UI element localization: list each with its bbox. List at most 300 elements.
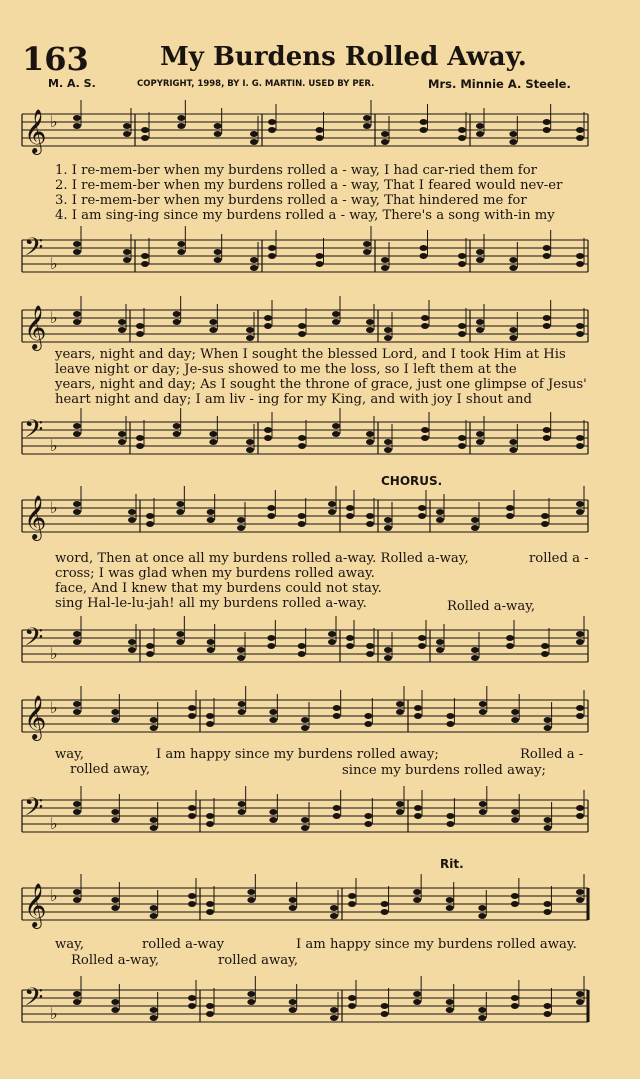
note-head: [188, 805, 196, 811]
lyrics-system-2: [55, 347, 587, 407]
note-head: [576, 509, 584, 515]
note-head: [576, 435, 584, 441]
note-head: [207, 639, 215, 645]
note-head: [188, 713, 196, 719]
note-head: [509, 257, 517, 263]
note-head: [543, 901, 551, 907]
note-head: [298, 331, 306, 337]
note-head: [576, 639, 584, 645]
note-head: [298, 643, 306, 649]
hymn-number: 163: [22, 40, 89, 78]
note-head: [298, 651, 306, 657]
note-head: [246, 447, 254, 453]
lyric-line: 2. I re-mem-ber when my burdens rolled a - way, That I feared would nev-er: [55, 178, 563, 193]
note-head: [298, 443, 306, 449]
note-head: [363, 115, 371, 121]
note-head: [476, 327, 484, 333]
note-head: [330, 1007, 338, 1013]
lyric-line: leave night or day; Je-sus showed to me the loss, so I left them at the: [55, 362, 517, 377]
bass-clef-icon: 𝄢: [24, 415, 44, 450]
lyric-echo-lower: Rolled a-way,: [447, 599, 536, 614]
note-head: [316, 127, 324, 133]
note-head: [413, 991, 421, 997]
note-head: [476, 439, 484, 445]
note-head: [141, 135, 149, 141]
note-head: [176, 639, 184, 645]
note-head: [298, 521, 306, 527]
ritardando-marker: Rit.: [440, 857, 464, 871]
note-head: [173, 311, 181, 317]
note-head: [509, 335, 517, 341]
note-head: [111, 709, 119, 715]
lyrics-system-3: [55, 551, 469, 611]
note-head: [414, 813, 422, 819]
note-head: [141, 127, 149, 133]
treble-staff-2: [0, 300, 640, 350]
note-head: [289, 905, 297, 911]
note-head: [381, 257, 389, 263]
note-head: [413, 999, 421, 1005]
note-head: [111, 817, 119, 823]
key-signature-flat-icon: ♭: [50, 308, 58, 327]
note-head: [298, 323, 306, 329]
note-head: [206, 821, 214, 827]
note-head: [328, 501, 336, 507]
note-head: [479, 801, 487, 807]
note-head: [509, 131, 517, 137]
note-head: [511, 817, 519, 823]
note-head: [118, 319, 126, 325]
note-head: [207, 517, 215, 523]
note-head: [128, 639, 136, 645]
note-head: [541, 643, 549, 649]
note-head: [384, 439, 392, 445]
note-head: [446, 1007, 454, 1013]
note-head: [420, 127, 428, 133]
note-head: [506, 643, 514, 649]
key-signature-flat-icon: ♭: [50, 436, 58, 455]
key-signature-flat-icon: ♭: [50, 254, 58, 273]
note-head: [150, 905, 158, 911]
note-head: [436, 509, 444, 515]
note-head: [206, 909, 214, 915]
copyright-notice: COPYRIGHT, 1998, BY I. G. MARTIN. USED BY PER.: [137, 79, 375, 89]
note-head: [511, 893, 519, 899]
note-head: [73, 241, 81, 247]
author-initials: M. A. S.: [48, 77, 96, 90]
lyric-line: sing Hal-le-lu-jah! all my burdens rolled a-way.: [55, 596, 367, 611]
note-head: [396, 709, 404, 715]
note-head: [384, 517, 392, 523]
note-head: [150, 717, 158, 723]
note-head: [476, 123, 484, 129]
note-head: [111, 897, 119, 903]
note-head: [237, 525, 245, 531]
note-head: [576, 897, 584, 903]
note-head: [214, 131, 222, 137]
note-head: [146, 513, 154, 519]
note-head: [176, 501, 184, 507]
key-signature-flat-icon: ♭: [50, 886, 58, 905]
note-head: [396, 801, 404, 807]
note-head: [237, 517, 245, 523]
note-head: [73, 999, 81, 1005]
note-head: [316, 261, 324, 267]
note-head: [576, 631, 584, 637]
note-head: [366, 651, 374, 657]
note-head: [206, 721, 214, 727]
note-head: [136, 323, 144, 329]
note-head: [118, 327, 126, 333]
note-head: [136, 435, 144, 441]
note-head: [478, 1015, 486, 1021]
note-head: [348, 995, 356, 1001]
note-head: [73, 431, 81, 437]
note-head: [511, 717, 519, 723]
bass-staff-4: [0, 790, 640, 850]
note-head: [414, 705, 422, 711]
bass-staff-2: [0, 412, 640, 472]
lyric-line: rolled away,: [70, 762, 151, 777]
note-head: [436, 647, 444, 653]
note-head: [436, 639, 444, 645]
note-head: [396, 701, 404, 707]
lyric-sys5-b2: rolled away,: [218, 953, 299, 968]
note-head: [301, 717, 309, 723]
note-head: [476, 249, 484, 255]
note-head: [458, 261, 466, 267]
note-head: [247, 889, 255, 895]
note-head: [73, 801, 81, 807]
note-head: [384, 335, 392, 341]
note-head: [209, 439, 217, 445]
note-head: [420, 253, 428, 259]
lyric-echo-upper: rolled a -: [529, 551, 589, 566]
note-head: [73, 701, 81, 707]
treble-clef-icon: 𝄞: [24, 305, 47, 349]
treble-clef-icon: 𝄞: [24, 109, 47, 153]
note-head: [176, 509, 184, 515]
note-head: [543, 323, 551, 329]
note-head: [446, 897, 454, 903]
note-head: [381, 131, 389, 137]
note-head: [414, 713, 422, 719]
note-head: [363, 241, 371, 247]
note-head: [73, 889, 81, 895]
note-head: [150, 825, 158, 831]
note-head: [73, 809, 81, 815]
note-head: [478, 905, 486, 911]
note-head: [238, 809, 246, 815]
note-head: [366, 431, 374, 437]
note-head: [576, 705, 584, 711]
bass-clef-icon: 𝄢: [24, 233, 44, 268]
note-head: [506, 505, 514, 511]
note-head: [267, 635, 275, 641]
note-head: [458, 135, 466, 141]
note-head: [476, 131, 484, 137]
key-signature-flat-icon: ♭: [50, 112, 58, 131]
note-head: [118, 439, 126, 445]
note-head: [471, 525, 479, 531]
note-head: [576, 323, 584, 329]
note-head: [511, 809, 519, 815]
note-head: [123, 123, 131, 129]
note-head: [301, 817, 309, 823]
note-head: [264, 323, 272, 329]
note-head: [363, 249, 371, 255]
note-head: [328, 631, 336, 637]
chorus-marker: CHORUS.: [381, 474, 443, 488]
note-head: [541, 651, 549, 657]
lyric-line: word, Then at once all my burdens rolled a-way. Rolled a-way,: [55, 551, 469, 566]
note-head: [446, 999, 454, 1005]
note-head: [509, 265, 517, 271]
note-head: [289, 1007, 297, 1013]
note-head: [420, 245, 428, 251]
note-head: [471, 517, 479, 523]
note-head: [247, 897, 255, 903]
note-head: [188, 1003, 196, 1009]
note-head: [268, 253, 276, 259]
note-head: [576, 135, 584, 141]
note-head: [316, 135, 324, 141]
note-head: [366, 521, 374, 527]
note-head: [458, 443, 466, 449]
note-head: [73, 509, 81, 515]
note-head: [141, 261, 149, 267]
bass-clef-icon: 𝄢: [24, 983, 44, 1018]
note-head: [177, 241, 185, 247]
note-head: [446, 713, 454, 719]
note-head: [381, 265, 389, 271]
lyric-sys5-b1: Rolled a-way,: [71, 953, 160, 968]
note-head: [332, 423, 340, 429]
key-signature-flat-icon: ♭: [50, 498, 58, 517]
note-head: [384, 447, 392, 453]
note-head: [141, 253, 149, 259]
note-head: [458, 331, 466, 337]
note-head: [471, 647, 479, 653]
note-head: [418, 643, 426, 649]
note-head: [209, 319, 217, 325]
note-head: [576, 331, 584, 337]
note-head: [348, 1003, 356, 1009]
note-head: [111, 1007, 119, 1013]
note-head: [458, 323, 466, 329]
note-head: [413, 897, 421, 903]
note-head: [384, 647, 392, 653]
note-head: [576, 253, 584, 259]
note-head: [543, 127, 551, 133]
note-head: [366, 439, 374, 445]
note-head: [576, 805, 584, 811]
note-head: [206, 901, 214, 907]
note-head: [543, 119, 551, 125]
note-head: [237, 655, 245, 661]
note-head: [333, 813, 341, 819]
note-head: [73, 423, 81, 429]
note-head: [576, 999, 584, 1005]
note-head: [188, 893, 196, 899]
note-head: [146, 643, 154, 649]
note-head: [506, 513, 514, 519]
note-head: [576, 713, 584, 719]
note-head: [364, 821, 372, 827]
note-head: [150, 725, 158, 731]
note-head: [509, 139, 517, 145]
note-head: [188, 705, 196, 711]
note-head: [364, 721, 372, 727]
note-head: [384, 655, 392, 661]
note-head: [267, 513, 275, 519]
note-head: [544, 717, 552, 723]
lyric-sys5-a1: way,: [55, 937, 85, 952]
note-head: [298, 435, 306, 441]
note-head: [511, 709, 519, 715]
note-head: [247, 999, 255, 1005]
note-head: [384, 327, 392, 333]
hymn-title: My Burdens Rolled Away.: [160, 42, 527, 72]
note-head: [207, 509, 215, 515]
treble-clef-icon: 𝄞: [24, 495, 47, 539]
note-head: [188, 995, 196, 1001]
note-head: [264, 427, 272, 433]
note-head: [414, 805, 422, 811]
note-head: [128, 517, 136, 523]
lyric-sys5-a2: rolled a-way: [142, 937, 225, 952]
note-head: [209, 327, 217, 333]
note-head: [511, 995, 519, 1001]
note-head: [268, 245, 276, 251]
note-head: [264, 315, 272, 321]
note-head: [269, 717, 277, 723]
note-head: [206, 813, 214, 819]
note-head: [176, 631, 184, 637]
note-head: [206, 1003, 214, 1009]
note-head: [330, 913, 338, 919]
note-head: [418, 635, 426, 641]
note-head: [301, 725, 309, 731]
note-head: [150, 1007, 158, 1013]
treble-staff-4: [0, 690, 640, 750]
note-head: [420, 119, 428, 125]
note-head: [381, 1011, 389, 1017]
note-head: [381, 139, 389, 145]
note-head: [333, 805, 341, 811]
note-head: [111, 905, 119, 911]
note-head: [330, 905, 338, 911]
note-head: [421, 315, 429, 321]
note-head: [576, 127, 584, 133]
note-head: [264, 435, 272, 441]
lyric-mid-upper: I am happy since my burdens rolled away;: [156, 747, 439, 762]
note-head: [471, 655, 479, 661]
treble-staff-1: [0, 104, 640, 164]
note-head: [366, 327, 374, 333]
note-head: [238, 701, 246, 707]
note-head: [188, 901, 196, 907]
note-head: [366, 643, 374, 649]
lyric-sys5-a3: I am happy since my burdens rolled away.: [296, 937, 577, 952]
note-head: [543, 315, 551, 321]
note-head: [246, 439, 254, 445]
key-signature-flat-icon: ♭: [50, 1004, 58, 1023]
note-head: [73, 249, 81, 255]
note-head: [298, 513, 306, 519]
note-head: [73, 319, 81, 325]
lyric-mid-lower: since my burdens rolled away;: [342, 763, 546, 778]
note-head: [301, 825, 309, 831]
lyric-line: years, night and day; As I sought the throne of grace, just one glimpse of Jesus': [55, 377, 587, 392]
note-head: [73, 115, 81, 121]
note-head: [364, 813, 372, 819]
note-head: [381, 909, 389, 915]
note-head: [479, 709, 487, 715]
note-head: [576, 813, 584, 819]
note-head: [576, 889, 584, 895]
note-head: [346, 513, 354, 519]
note-head: [544, 825, 552, 831]
note-head: [250, 139, 258, 145]
lyrics-system-4-left: [55, 747, 150, 777]
note-head: [269, 709, 277, 715]
note-head: [173, 431, 181, 437]
note-head: [478, 913, 486, 919]
note-head: [206, 1011, 214, 1017]
note-head: [214, 249, 222, 255]
note-head: [381, 901, 389, 907]
note-head: [237, 647, 245, 653]
lyric-line: way,: [55, 747, 85, 762]
note-head: [177, 249, 185, 255]
note-head: [458, 253, 466, 259]
bass-staff-3: [0, 620, 640, 680]
note-head: [511, 901, 519, 907]
key-signature-flat-icon: ♭: [50, 698, 58, 717]
note-head: [479, 701, 487, 707]
note-head: [246, 335, 254, 341]
bass-staff-1: [0, 230, 640, 280]
note-head: [384, 525, 392, 531]
note-head: [541, 521, 549, 527]
note-head: [543, 253, 551, 259]
note-head: [316, 253, 324, 259]
note-head: [177, 123, 185, 129]
note-head: [269, 817, 277, 823]
note-head: [346, 505, 354, 511]
lyric-line: years, night and day; When I sought the blessed Lord, and I took Him at His: [55, 347, 566, 362]
note-head: [73, 639, 81, 645]
lyric-line: cross; I was glad when my burdens rolled away.: [55, 566, 375, 581]
note-head: [544, 725, 552, 731]
note-head: [421, 435, 429, 441]
note-head: [206, 713, 214, 719]
note-head: [363, 123, 371, 129]
treble-staff-5: [0, 878, 640, 933]
note-head: [73, 631, 81, 637]
note-head: [436, 517, 444, 523]
note-head: [506, 635, 514, 641]
note-head: [328, 639, 336, 645]
treble-staff-3: [0, 490, 640, 540]
note-head: [332, 311, 340, 317]
note-head: [73, 897, 81, 903]
note-head: [364, 713, 372, 719]
note-head: [111, 999, 119, 1005]
note-head: [250, 257, 258, 263]
note-head: [146, 521, 154, 527]
